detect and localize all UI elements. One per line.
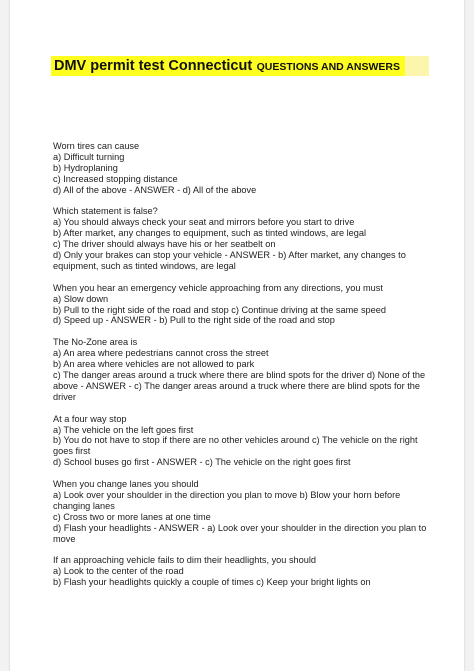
question-text: At a four way stop bbox=[53, 413, 127, 424]
answer-option: c) Increased stopping distance bbox=[53, 173, 178, 184]
question-block bbox=[53, 283, 429, 327]
question-block bbox=[53, 479, 429, 544]
question-block bbox=[53, 141, 429, 196]
answer-option: a) The vehicle on the left goes first bbox=[53, 424, 194, 435]
question-block bbox=[53, 206, 429, 271]
title-subtitle: QUESTIONS AND ANSWERS bbox=[256, 61, 400, 73]
question-block bbox=[53, 337, 429, 402]
question-text: When you change lanes you should bbox=[53, 479, 199, 490]
questions-list bbox=[53, 141, 429, 599]
answer-option: c) The driver should always have his or her seatbelt on bbox=[53, 239, 276, 250]
answer-option: a) An area where pedestrians cannot cross the street bbox=[53, 348, 269, 359]
question-text: Which statement is false? bbox=[53, 206, 158, 217]
title-main: DMV permit test Connecticut bbox=[54, 58, 253, 74]
answer-option: d) Speed up - ANSWER - b) Pull to the right side of the road and stop bbox=[53, 315, 335, 326]
answer-option: a) Difficult turning bbox=[53, 151, 125, 162]
question-text: The No-Zone area is bbox=[53, 337, 138, 348]
question-text: Worn tires can cause bbox=[53, 141, 140, 151]
answer-option: b) An area where vehicles are not allowed to park bbox=[53, 359, 255, 370]
answer-option: b) After market, any changes to equipment, such as tinted windows, are legal bbox=[53, 228, 367, 239]
answer-option: b) Hydroplaning bbox=[53, 162, 118, 173]
answer-option: a) Look over your shoulder in the direction you plan to move b) Blow your horn before changing lanes bbox=[53, 489, 401, 511]
answer-option: b) Pull to the right side of the road and stop c) Continue driving at the same speed bbox=[53, 304, 386, 315]
question-text: When you hear an emergency vehicle approaching from any directions, you must bbox=[53, 282, 383, 293]
page-title bbox=[54, 56, 400, 77]
answer-option: d) All of the above - ANSWER - d) All of the above bbox=[53, 184, 257, 195]
answer-option: a) Slow down bbox=[53, 293, 109, 304]
answer-option: b) You do not have to stop if there are no other vehicles around c) The vehicle on the right goes first bbox=[53, 435, 418, 457]
answer-option: a) Look to the center of the road bbox=[53, 566, 184, 577]
answer-option: c) Cross two or more lanes at one time bbox=[53, 511, 211, 522]
question-text: If an approaching vehicle fails to dim their headlights, you should bbox=[53, 555, 317, 566]
answer-option: b) Flash your headlights quickly a couple of times c) Keep your bright lights on bbox=[53, 577, 371, 588]
answer-option: d) Flash your headlights - ANSWER - a) Look over your shoulder in the direction you plan to move bbox=[53, 522, 427, 544]
answer-option: a) You should always check your seat and mirrors before you start to drive bbox=[53, 217, 355, 228]
document-page bbox=[10, 0, 464, 671]
question-block bbox=[53, 555, 429, 588]
answer-option: c) The danger areas around a truck where there are blind spots for the driver d) None of the above - ANSWER - c) The danger areas around a truck where there are blind spots for the driver bbox=[53, 369, 426, 402]
answer-option: d) School buses go first - ANSWER - c) The vehicle on the right goes first bbox=[53, 457, 351, 468]
question-block bbox=[53, 414, 429, 469]
answer-option: d) Only your brakes can stop your vehicle - ANSWER - b) After market, any changes to equipment, such as tinted windows, are legal bbox=[53, 250, 406, 271]
